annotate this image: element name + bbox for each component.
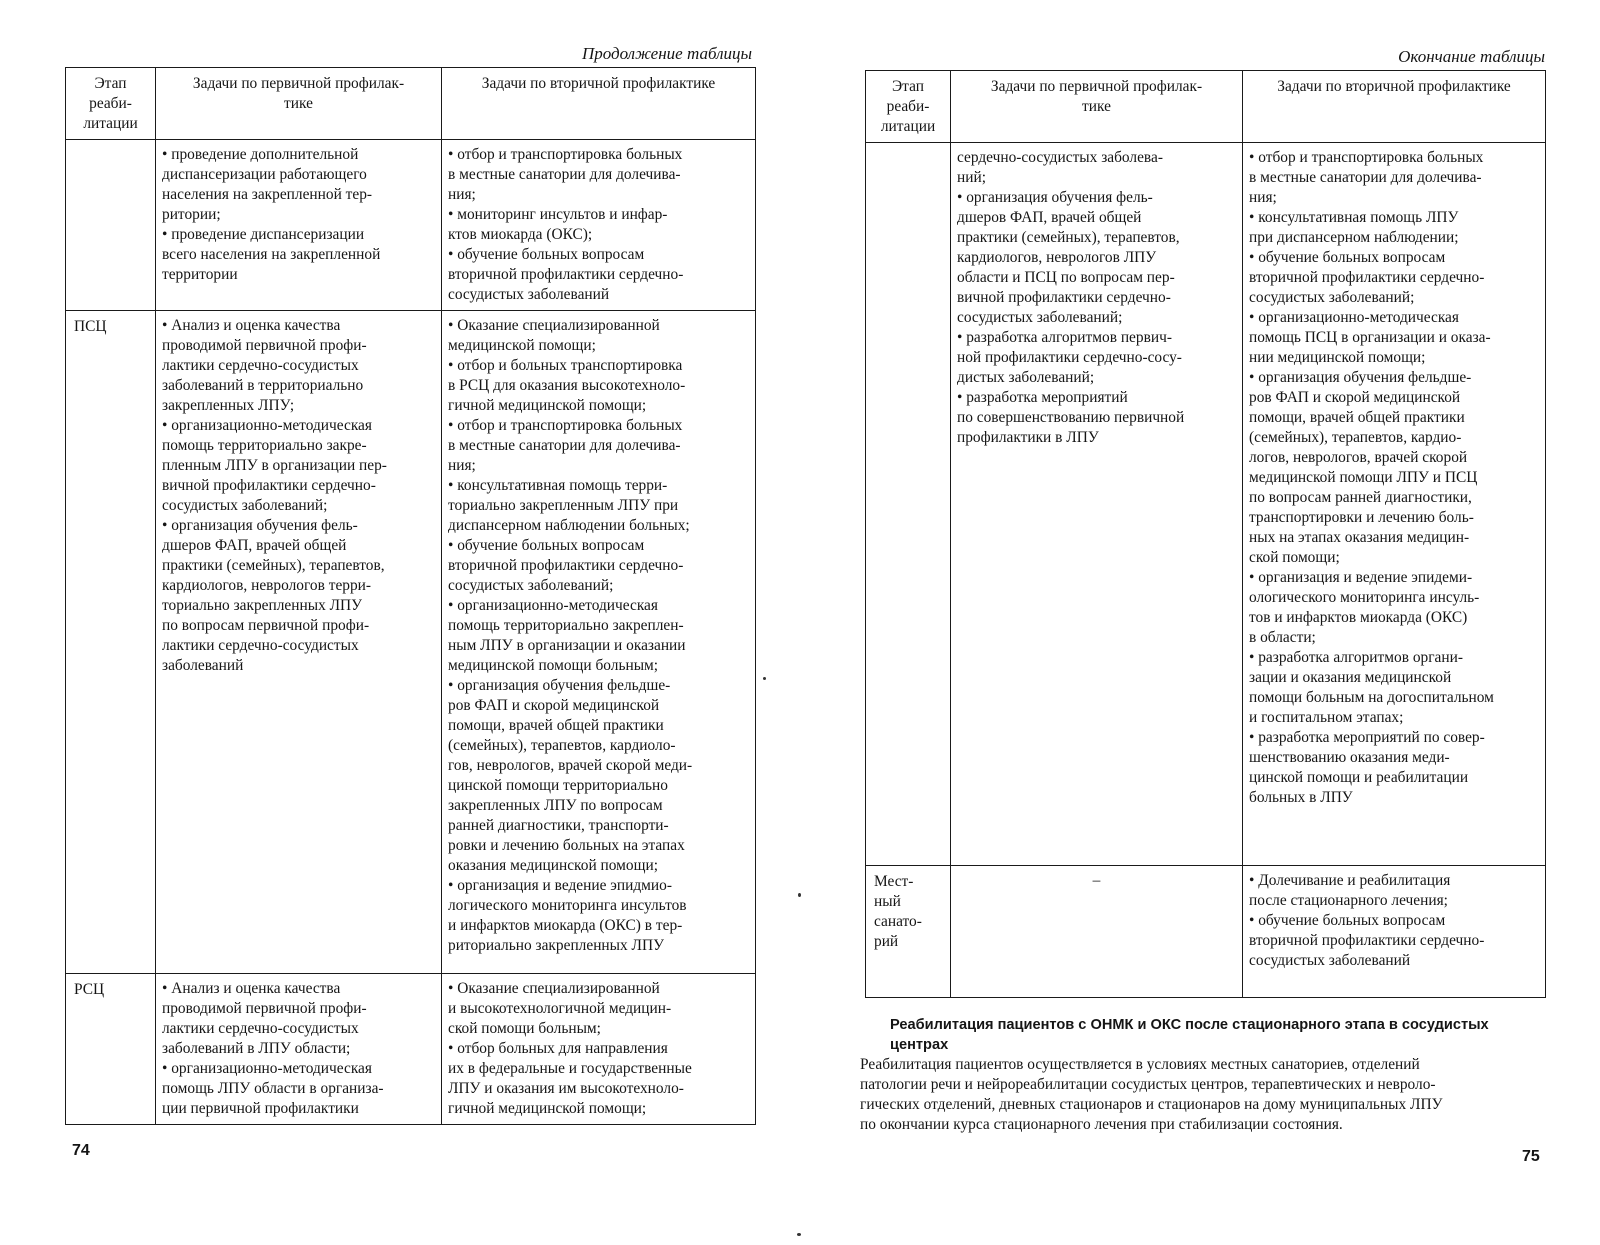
primary-tasks-cell	[156, 974, 442, 1125]
text-line: вторичной профилактики сердечно-	[1249, 269, 1485, 286]
text-line: • Долечивание и реабилитация	[1249, 872, 1451, 889]
text-line: в области;	[1249, 629, 1316, 646]
text-line: ровки и лечению больных на этапах	[448, 837, 685, 854]
page-number-left: 74	[72, 1142, 90, 1159]
text-line: заболеваний в ЛПУ области;	[162, 1040, 351, 1057]
text-line: патологии речи и нейрореабилитации сосудистых центров, терапевтических и невроло-	[860, 1076, 1436, 1093]
text-line: в местные санатории для долечива-	[448, 437, 681, 454]
text-line: ской помощи;	[1249, 549, 1340, 566]
text-line: медицинской помощи больным;	[448, 657, 659, 674]
text-line: Задачи по вторичной профилактике	[1277, 78, 1511, 95]
header-primary	[951, 71, 1243, 143]
table-row	[66, 311, 756, 974]
text-line: при диспансерном наблюдении;	[1249, 229, 1459, 246]
text-line: ным ЛПУ в организации и оказании	[448, 637, 686, 654]
text-line: сосудистых заболеваний;	[162, 497, 328, 514]
primary-tasks-cell	[951, 866, 1243, 998]
text-line: (семейных), терапевтов, кардио-	[1249, 429, 1462, 446]
primary-tasks-cell	[951, 143, 1243, 866]
text-line: помощи, врачей общей практики	[1249, 409, 1465, 426]
text-line: дистых заболеваний;	[957, 369, 1095, 386]
text-line: сосудистых заболеваний;	[957, 309, 1123, 326]
scan-speck	[763, 677, 766, 680]
text-line: транспортировки и лечению боль-	[1249, 509, 1474, 526]
text-line: • организационно-методическая	[162, 417, 372, 434]
text-line: вторичной профилактики сердечно-	[448, 557, 684, 574]
text-line: проводимой первичной профи-	[162, 337, 367, 354]
text-line: вторичной профилактики сердечно-	[448, 266, 684, 283]
text-line: территории	[162, 266, 238, 283]
text-line: • организация обучения фельдше-	[448, 677, 671, 694]
text-line: нии медицинской помощи;	[1249, 349, 1426, 366]
text-line: • Оказание специализированной	[448, 317, 660, 334]
secondary-tasks-cell	[442, 311, 756, 974]
text-line: гов, неврологов, врачей скорой меди-	[448, 757, 693, 774]
text-line: профилактики в ЛПУ	[957, 429, 1099, 446]
text-line: ции первичной профилактики	[162, 1100, 359, 1117]
text-line: сосудистых заболеваний;	[1249, 289, 1415, 306]
text-line: вичной профилактики сердечно-	[957, 289, 1171, 306]
text-line: • разработка мероприятий по совер-	[1249, 729, 1485, 746]
rehab-tasks-table-left	[65, 67, 756, 1125]
text-line: ториально закрепленных ЛПУ	[162, 597, 363, 614]
table-ending-caption: Окончание таблицы	[1398, 47, 1545, 66]
text-line: шенствованию оказания меди-	[1249, 749, 1450, 766]
text-line: логического мониторинга инсультов	[448, 897, 687, 914]
table-continuation-caption: Продолжение таблицы	[581, 44, 752, 63]
text-line: и инфарктов миокарда (ОКС) в тер-	[448, 917, 683, 934]
text-line: Задачи по вторичной профилактике	[481, 75, 716, 92]
table-header-row	[866, 71, 1546, 143]
text-line: санато-	[874, 913, 922, 930]
text-line: лактики сердечно-сосудистых	[162, 1020, 359, 1037]
stage-cell	[66, 140, 156, 311]
text-line: по вопросам ранней диагностики,	[1249, 489, 1472, 506]
text-line: Задачи по первичной профилак-	[990, 78, 1203, 95]
secondary-tasks-cell	[1243, 866, 1546, 998]
text-line: медицинской помощи;	[448, 337, 596, 354]
header-stage	[866, 71, 951, 143]
text-line: лактики сердечно-сосудистых	[162, 357, 359, 374]
text-line: помощи больным на догоспитальном	[1249, 689, 1494, 706]
text-line: –	[1092, 872, 1101, 889]
text-line: гичной медицинской помощи;	[448, 397, 647, 414]
text-line: • отбор и транспортировка больных	[448, 146, 683, 163]
text-line: • организация обучения фель-	[162, 517, 358, 534]
text-line: логов, неврологов, врачей скорой	[1249, 449, 1468, 466]
table-header-row	[66, 68, 756, 140]
text-line: практики (семейных), терапевтов,	[957, 229, 1180, 246]
text-line: тике	[284, 95, 313, 112]
text-line: • консультативная помощь терри-	[448, 477, 668, 494]
scan-speck	[797, 1233, 801, 1236]
text-line: помощь ЛПУ области в организа-	[162, 1080, 384, 1097]
text-line: Мест-	[874, 873, 914, 890]
table-row	[66, 974, 756, 1125]
text-line: в местные санатории для долечива-	[1249, 169, 1482, 186]
header-primary	[156, 68, 442, 140]
text-line: помощи, врачей общей практики	[448, 717, 664, 734]
text-line: центрах	[890, 1037, 949, 1053]
text-line: Реабилитация пациентов с ОНМК и ОКС после стационарного этапа в сосудистых	[890, 1017, 1489, 1033]
text-line: ритории;	[162, 206, 221, 223]
text-line: • организация обучения фель-	[957, 189, 1153, 206]
text-line: ния;	[448, 186, 476, 203]
text-line: закрепленных ЛПУ по вопросам	[448, 797, 663, 814]
text-line: • организационно-методическая	[162, 1060, 372, 1077]
header-secondary	[442, 68, 756, 140]
secondary-tasks-cell	[442, 140, 756, 311]
text-line: всего населения на закрепленной	[162, 246, 381, 263]
rehab-section	[860, 1015, 1550, 1135]
text-line: • Анализ и оценка качества	[162, 980, 341, 997]
text-line: гических отделений, дневных стационаров и стационаров на дому муниципальных ЛПУ	[860, 1096, 1443, 1113]
text-line: • разработка мероприятий	[957, 389, 1128, 406]
text-line: Этап	[892, 78, 924, 95]
text-line: и госпитальном этапах;	[1249, 709, 1404, 726]
text-line: ния;	[1249, 189, 1277, 206]
text-line: • организация и ведение эпидмио-	[448, 877, 672, 894]
text-line: • организация обучения фельдше-	[1249, 369, 1472, 386]
text-line: ториально закрепленным ЛПУ при	[448, 497, 679, 514]
secondary-tasks-cell	[1243, 143, 1546, 866]
text-line: реаби-	[89, 95, 132, 112]
text-line: помощь ПСЦ в организации и оказа-	[1249, 329, 1491, 346]
text-line: проводимой первичной профи-	[162, 1000, 367, 1017]
text-line: • обучение больных вопросам	[448, 246, 645, 263]
section-title	[860, 1015, 1550, 1055]
text-line: литации	[880, 118, 936, 135]
text-line: и высокотехнологичной медицин-	[448, 1000, 672, 1017]
text-line: • обучение больных вопросам	[1249, 912, 1446, 929]
text-line: вичной профилактики сердечно-	[162, 477, 376, 494]
text-line: литации	[83, 115, 138, 132]
text-line: закрепленных ЛПУ;	[162, 397, 295, 414]
text-line: ской помощи больным;	[448, 1020, 601, 1037]
text-line: • отбор больных для направления	[448, 1040, 668, 1057]
text-line: населения на закрепленной тер-	[162, 186, 373, 203]
text-line: • обучение больных вопросам	[448, 537, 645, 554]
text-line: • отбор и транспортировка больных	[1249, 149, 1484, 166]
text-line: сосудистых заболеваний	[1249, 952, 1411, 969]
text-line: • отбор и больных транспортировка	[448, 357, 683, 374]
text-line	[874, 149, 944, 169]
stage-cell	[866, 866, 951, 998]
text-line: • организационно-методическая	[448, 597, 658, 614]
text-line: после стационарного лечения;	[1249, 892, 1448, 909]
text-line: ров ФАП и скорой медицинской	[448, 697, 660, 714]
text-line: сердечно-сосудистых заболева-	[957, 149, 1163, 166]
text-line: • проведение диспансеризации	[162, 226, 365, 243]
text-line: ный	[874, 893, 901, 910]
text-line: • обучение больных вопросам	[1249, 249, 1446, 266]
text-line: ПСЦ	[74, 318, 107, 335]
text-line: гичной медицинской помощи;	[448, 1100, 647, 1117]
stage-cell	[66, 311, 156, 974]
text-line: в РСЦ для оказания высокотехноло-	[448, 377, 686, 394]
text-line: заболеваний в территориально	[162, 377, 364, 394]
text-line: по совершенствованию первичной	[957, 409, 1185, 426]
text-line: ний;	[957, 169, 986, 186]
text-line: Этап	[94, 75, 127, 92]
text-line: по вопросам первичной профи-	[162, 617, 370, 634]
stage-cell	[66, 974, 156, 1125]
text-line: • Анализ и оценка качества	[162, 317, 341, 334]
text-line: помощь территориально закреплен-	[448, 617, 684, 634]
text-line: тов и инфарктов миокарда (ОКС)	[1249, 609, 1468, 626]
header-stage	[66, 68, 156, 140]
text-line: • отбор и транспортировка больных	[448, 417, 683, 434]
text-line: диспансеризации работающего	[162, 166, 367, 183]
text-line: диспансерном наблюдении больных;	[448, 517, 690, 534]
text-line: • мониторинг инсультов и инфар-	[448, 206, 668, 223]
text-line: области и ПСЦ по вопросам пер-	[957, 269, 1175, 286]
primary-tasks-cell	[156, 140, 442, 311]
text-line: по окончании курса стационарного лечения при стабилизации состояния.	[860, 1116, 1343, 1133]
scan-speck	[798, 893, 801, 897]
text-line: сосудистых заболеваний;	[448, 577, 614, 594]
text-line: кардиологов, неврологов терри-	[162, 577, 372, 594]
primary-tasks-cell	[156, 311, 442, 974]
text-line: в местные санатории для долечива-	[448, 166, 681, 183]
text-line	[74, 146, 149, 166]
text-line: пленным ЛПУ в организации пер-	[162, 457, 387, 474]
text-line: помощь территориально закре-	[162, 437, 367, 454]
table-row	[66, 140, 756, 311]
stage-cell	[866, 143, 951, 866]
text-line: ктов миокарда (ОКС);	[448, 226, 593, 243]
text-line: дшеров ФАП, врачей общей	[957, 209, 1142, 226]
text-line: РСЦ	[74, 981, 105, 998]
page-number-right: 75	[1522, 1148, 1540, 1165]
text-line: ной профилактики сердечно-сосу-	[957, 349, 1182, 366]
text-line: (семейных), терапевтов, кардиоло-	[448, 737, 676, 754]
rehab-tasks-table-right	[865, 70, 1546, 998]
text-line: • проведение дополнительной	[162, 146, 359, 163]
text-line: кардиологов, неврологов ЛПУ	[957, 249, 1157, 266]
text-line: • Оказание специализированной	[448, 980, 660, 997]
text-line: цинской помощи территориально	[448, 777, 668, 794]
text-line: вторичной профилактики сердечно-	[1249, 932, 1485, 949]
secondary-tasks-cell	[442, 974, 756, 1125]
text-line: ологического мониторинга инсуль-	[1249, 589, 1480, 606]
text-line: лактики сердечно-сосудистых	[162, 637, 359, 654]
text-line: • организация и ведение эпидеми-	[1249, 569, 1473, 586]
text-line: ния;	[448, 457, 476, 474]
text-line: больных в ЛПУ	[1249, 789, 1353, 806]
section-body	[860, 1055, 1550, 1135]
text-line: цинской помощи и реабилитации	[1249, 769, 1469, 786]
table-row	[866, 866, 1546, 998]
text-line: Задачи по первичной профилак-	[192, 75, 405, 92]
text-line: • организационно-методическая	[1249, 309, 1459, 326]
table-row	[866, 143, 1546, 866]
header-secondary	[1243, 71, 1546, 143]
text-line: тике	[1082, 98, 1111, 115]
text-line: медицинской помощи ЛПУ и ПСЦ	[1249, 469, 1478, 486]
text-line: • разработка алгоритмов первич-	[957, 329, 1172, 346]
text-line: реаби-	[886, 98, 930, 115]
text-line: риториально закрепленных ЛПУ	[448, 937, 664, 954]
text-line: сосудистых заболеваний	[448, 286, 610, 303]
text-line: их в федеральные и государственные	[448, 1060, 692, 1077]
text-line: ров ФАП и скорой медицинской	[1249, 389, 1461, 406]
text-line: • консультативная помощь ЛПУ	[1249, 209, 1459, 226]
text-line: зации и оказания медицинской	[1249, 669, 1452, 686]
text-line: практики (семейных), терапевтов,	[162, 557, 385, 574]
text-line: заболеваний	[162, 657, 244, 674]
text-line: Реабилитация пациентов осуществляется в условиях местных санаториев, отделений	[860, 1056, 1420, 1073]
text-line: • разработка алгоритмов органи-	[1249, 649, 1463, 666]
text-line: рий	[874, 933, 899, 950]
text-line: ранней диагностики, транспорти-	[448, 817, 669, 834]
text-line: ных на этапах оказания медицин-	[1249, 529, 1470, 546]
text-line: оказания медицинской помощи;	[448, 857, 658, 874]
text-line: ЛПУ и оказания им высокотехноло-	[448, 1080, 684, 1097]
text-line: дшеров ФАП, врачей общей	[162, 537, 347, 554]
